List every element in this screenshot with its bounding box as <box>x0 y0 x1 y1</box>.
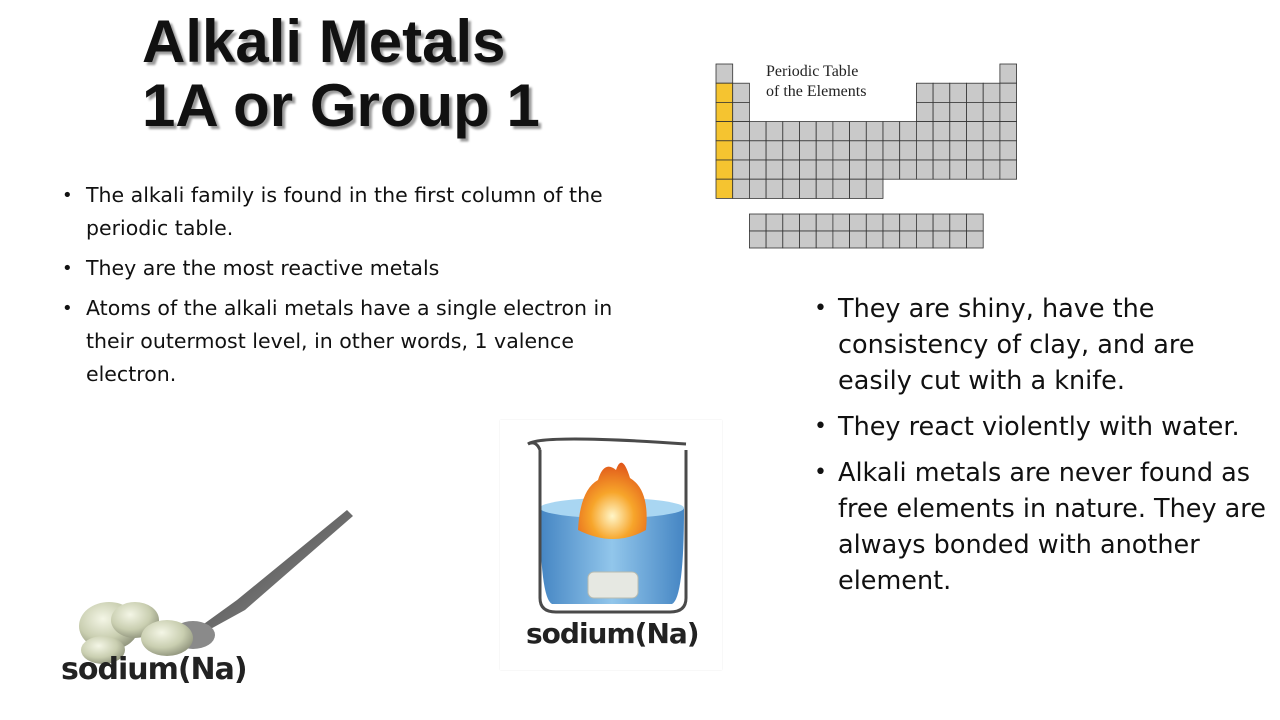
periodic-table-cell <box>800 122 817 141</box>
periodic-table-cell <box>850 231 867 248</box>
periodic-table-cell <box>883 122 900 141</box>
periodic-table-cell <box>967 122 984 141</box>
periodic-table-cell <box>916 231 933 248</box>
periodic-table-cell <box>783 160 800 179</box>
periodic-table-cell <box>749 231 766 248</box>
periodic-table-cell <box>716 64 733 83</box>
periodic-table-cell <box>950 231 967 248</box>
periodic-table-cell <box>950 102 967 121</box>
periodic-table-cell <box>883 160 900 179</box>
periodic-table-cell <box>816 122 833 141</box>
periodic-table-cell <box>850 141 867 160</box>
periodic-table-cell <box>816 231 833 248</box>
periodic-table-cell <box>733 179 750 198</box>
sodium-beaker-image <box>500 420 722 670</box>
periodic-table-cell <box>833 231 850 248</box>
periodic-table-cell <box>733 83 750 102</box>
periodic-table-cell <box>783 231 800 248</box>
periodic-table-cell <box>833 160 850 179</box>
periodic-table-cell <box>716 141 733 160</box>
periodic-table-cell <box>800 179 817 198</box>
periodic-table-cell <box>733 102 750 121</box>
periodic-table-cell <box>1000 102 1017 121</box>
periodic-table-cell <box>866 141 883 160</box>
periodic-table-cell <box>967 214 984 231</box>
periodic-table-cell <box>916 214 933 231</box>
periodic-table-cell <box>766 160 783 179</box>
periodic-table-cell <box>766 122 783 141</box>
periodic-table-cell <box>1000 122 1017 141</box>
periodic-table-cell <box>716 122 733 141</box>
title-line-2: 1A or Group 1 <box>142 72 540 139</box>
periodic-table-cell <box>950 141 967 160</box>
periodic-table-cell <box>933 160 950 179</box>
periodic-table-cell <box>833 214 850 231</box>
beaker-sodium-label: sodium(Na) <box>526 617 699 650</box>
periodic-table-cell <box>983 160 1000 179</box>
periodic-table-cell <box>983 83 1000 102</box>
spoon-sodium-label: sodium(Na) <box>61 652 247 687</box>
bullet-never-free: • Alkali metals are never found as free elements in nature. They are always bonded with another element. <box>814 455 1266 599</box>
periodic-table-cell <box>967 231 984 248</box>
periodic-table-cell <box>883 214 900 231</box>
periodic-table-cell <box>866 160 883 179</box>
periodic-table-cell <box>933 214 950 231</box>
periodic-table-cell <box>783 214 800 231</box>
periodic-table-cell <box>800 231 817 248</box>
periodic-table-cell <box>850 160 867 179</box>
periodic-table-cell <box>816 160 833 179</box>
periodic-table-cell <box>850 214 867 231</box>
periodic-table-cell <box>900 231 917 248</box>
periodic-table-cell <box>950 122 967 141</box>
periodic-table-cell <box>900 214 917 231</box>
periodic-table-cell <box>766 141 783 160</box>
periodic-table-cell <box>749 122 766 141</box>
periodic-table-cell <box>716 102 733 121</box>
periodic-table-cell <box>967 141 984 160</box>
periodic-table-image <box>712 62 1022 258</box>
periodic-table-cell <box>866 179 883 198</box>
periodic-table-cell <box>800 141 817 160</box>
periodic-table-cell <box>816 141 833 160</box>
periodic-table-cell <box>850 122 867 141</box>
periodic-table-cell <box>833 179 850 198</box>
bullet-react-water: • They react violently with water. <box>814 409 1266 445</box>
periodic-table-cell <box>933 231 950 248</box>
left-bullet-list <box>62 179 622 398</box>
periodic-table-cell <box>950 214 967 231</box>
periodic-table-cell <box>850 179 867 198</box>
periodic-table-cell <box>900 141 917 160</box>
periodic-table-cell <box>916 102 933 121</box>
periodic-table-cell <box>716 83 733 102</box>
periodic-table-cell <box>1000 64 1017 83</box>
periodic-table-cell <box>716 160 733 179</box>
bullet-most-reactive: • They are the most reactive metals <box>62 252 622 285</box>
periodic-table-cell <box>749 214 766 231</box>
periodic-table-cell <box>783 141 800 160</box>
periodic-table-cell <box>766 179 783 198</box>
periodic-table-cell <box>933 122 950 141</box>
periodic-table-cell <box>733 141 750 160</box>
periodic-table-cell <box>1000 160 1017 179</box>
periodic-table-cell <box>833 122 850 141</box>
periodic-table-cell <box>933 83 950 102</box>
title-line-1: Alkali Metals <box>142 8 506 75</box>
periodic-table-cell <box>749 141 766 160</box>
right-bullet-list <box>814 291 1266 609</box>
periodic-table-cell <box>950 83 967 102</box>
periodic-table-cell <box>716 179 733 198</box>
periodic-table-cell <box>833 141 850 160</box>
periodic-table-grid <box>712 62 1022 258</box>
pt-caption-line-1: Periodic Table <box>766 63 859 80</box>
periodic-table-cell <box>866 231 883 248</box>
periodic-table-cell <box>783 179 800 198</box>
periodic-table-cell <box>983 122 1000 141</box>
periodic-table-cell <box>967 160 984 179</box>
beaker-drawing <box>500 420 722 620</box>
periodic-table-cell <box>916 83 933 102</box>
periodic-table-cell <box>733 122 750 141</box>
periodic-table-cell <box>983 141 1000 160</box>
periodic-table-cell <box>749 179 766 198</box>
periodic-table-cell <box>916 122 933 141</box>
periodic-table-cell <box>800 214 817 231</box>
periodic-table-cell <box>766 231 783 248</box>
sodium-spoon-image <box>55 500 360 705</box>
periodic-table-cell <box>816 179 833 198</box>
periodic-table-cell <box>783 122 800 141</box>
bullet-valence-electron: • Atoms of the alkali metals have a single electron in their outermost level, in other words, 1 valence electron. <box>62 292 622 391</box>
periodic-table-cell <box>967 83 984 102</box>
periodic-table-cell <box>967 102 984 121</box>
periodic-table-cell <box>983 102 1000 121</box>
pt-caption-line-2: of the Elements <box>766 83 867 100</box>
periodic-table-cell <box>900 122 917 141</box>
periodic-table-cell <box>933 141 950 160</box>
slide-title <box>142 10 540 138</box>
bullet-shiny-clay: • They are shiny, have the consistency of clay, and are easily cut with a knife. <box>814 291 1266 399</box>
periodic-table-cell <box>916 141 933 160</box>
bullet-first-column: • The alkali family is found in the first column of the periodic table. <box>62 179 622 245</box>
periodic-table-cell <box>1000 141 1017 160</box>
periodic-table-cell <box>800 160 817 179</box>
periodic-table-cell <box>749 160 766 179</box>
periodic-table-cell <box>866 122 883 141</box>
periodic-table-cell <box>733 160 750 179</box>
periodic-table-cell <box>816 214 833 231</box>
periodic-table-cell <box>883 141 900 160</box>
periodic-table-cell <box>766 214 783 231</box>
periodic-table-cell <box>1000 83 1017 102</box>
periodic-table-cell <box>933 102 950 121</box>
periodic-table-caption <box>766 62 866 102</box>
periodic-table-cell <box>900 160 917 179</box>
periodic-table-cell <box>950 160 967 179</box>
periodic-table-cell <box>866 214 883 231</box>
periodic-table-cell <box>883 231 900 248</box>
periodic-table-cell <box>916 160 933 179</box>
